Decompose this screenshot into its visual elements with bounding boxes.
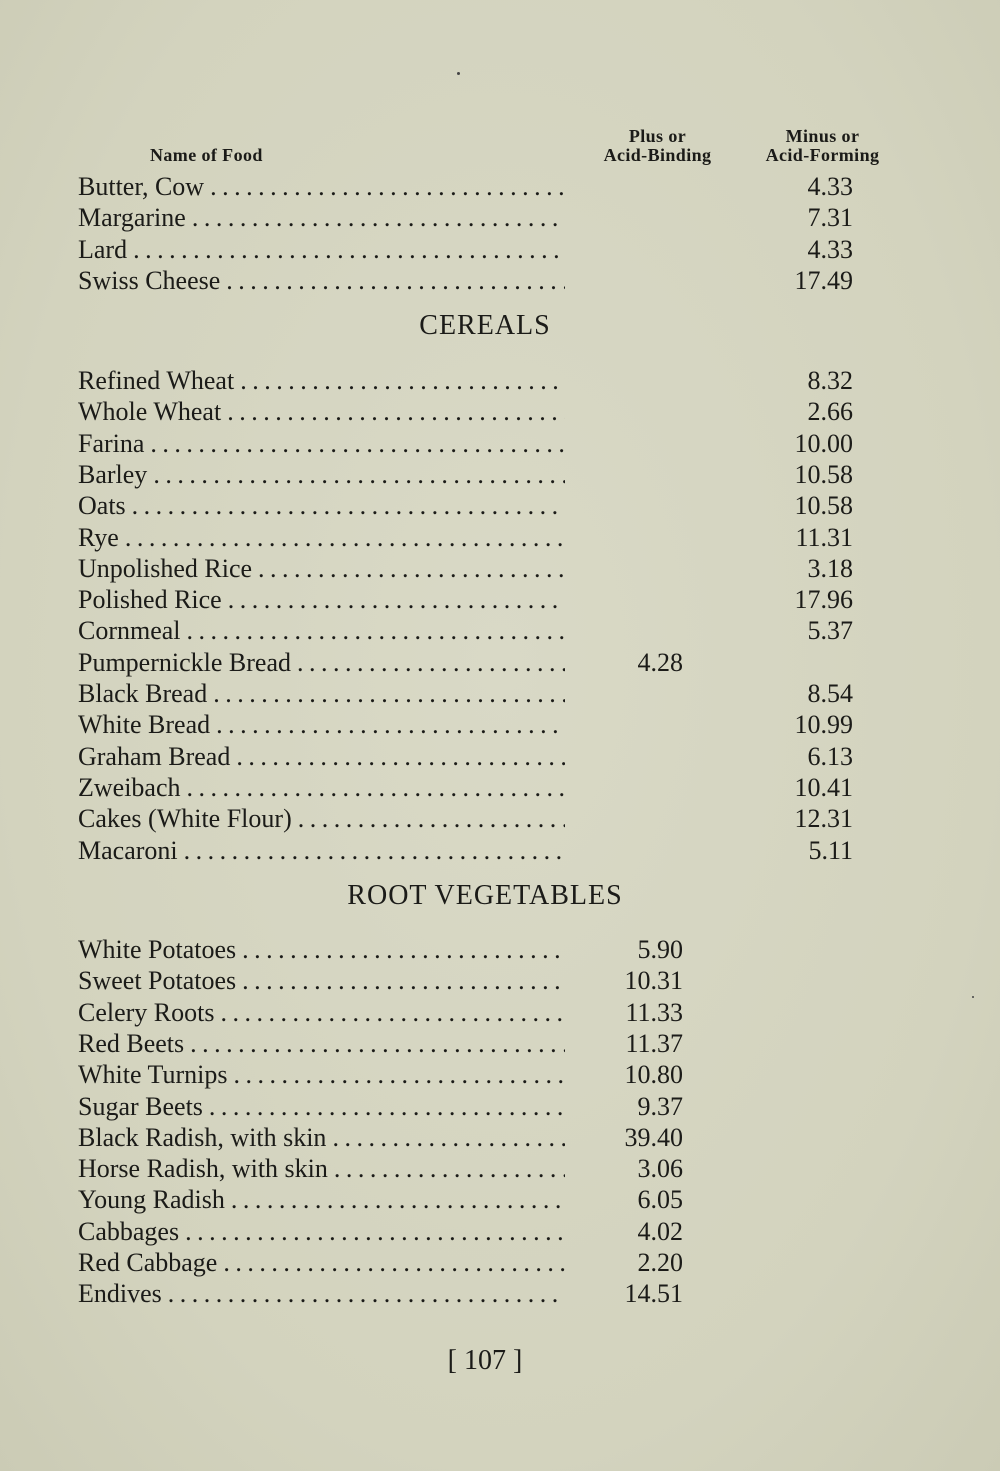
acid-forming-value: 10.99 (794, 710, 853, 740)
table-row (78, 522, 898, 553)
table-row (78, 265, 898, 296)
food-name: Oats . . . (78, 490, 565, 521)
table-row (78, 965, 898, 996)
food-name: Cabbages . . . (78, 1216, 565, 1247)
acid-forming-value: 2.66 (807, 397, 853, 427)
acid-binding-value: 4.28 (637, 647, 683, 677)
food-name: Horse Radish, with skin . . . (78, 1153, 565, 1184)
header-name-of-food: Name of Food (150, 145, 263, 165)
food-name: Barley . . . (78, 459, 565, 490)
food-name: Graham Bread . . . (78, 741, 565, 772)
acid-binding-value: 14.51 (624, 1279, 683, 1309)
table-row (78, 1059, 898, 1090)
food-name: Lard . . . (78, 234, 565, 265)
table-row (78, 1184, 898, 1215)
print-speck (972, 996, 974, 998)
acid-forming-value: 5.37 (807, 616, 853, 646)
table-row (78, 1216, 898, 1247)
table-row (78, 202, 898, 233)
food-name: Macaroni . . . (78, 835, 565, 866)
table-row (78, 709, 898, 740)
food-name: Swiss Cheese . . . (78, 265, 565, 296)
acid-binding-value: 39.40 (624, 1122, 683, 1152)
food-name: White Potatoes . . . (78, 934, 565, 965)
acid-binding-value: 9.37 (637, 1091, 683, 1121)
table-row (78, 647, 898, 678)
table-row (78, 741, 898, 772)
table-row (78, 171, 898, 202)
acid-binding-value: 4.02 (637, 1216, 683, 1246)
food-name: Butter, Cow . . . (78, 171, 565, 202)
acid-forming-value: 8.32 (807, 366, 853, 395)
acid-binding-value: 11.37 (625, 1028, 683, 1058)
table-row (78, 1247, 898, 1278)
acid-binding-value: 5.90 (637, 935, 683, 964)
table-row (78, 678, 898, 709)
table-row (78, 1091, 898, 1122)
food-name: Whole Wheat . . . (78, 396, 565, 427)
acid-forming-value: 6.13 (807, 741, 853, 771)
acid-binding-value: 10.80 (624, 1060, 683, 1090)
table-row (78, 553, 898, 584)
acid-forming-value: 3.18 (807, 553, 853, 583)
acid-forming-value: 7.31 (807, 203, 853, 233)
acid-forming-value: 17.49 (794, 265, 853, 295)
food-name: Farina . . . (78, 428, 565, 459)
header-plus-line-1: Plus or (628, 126, 687, 146)
food-name: Margarine . . . (78, 202, 565, 233)
header-plus-line-2: Acid-Binding (603, 145, 712, 165)
acid-forming-value: 10.58 (794, 491, 853, 521)
food-name: Pumpernickle Bread . . . (78, 647, 565, 678)
food-name: Polished Rice . . . (78, 584, 565, 615)
table-row (78, 934, 898, 965)
acid-forming-value: 17.96 (794, 585, 853, 615)
table-row (78, 1028, 898, 1059)
food-name: White Turnips . . . (78, 1059, 565, 1090)
acid-binding-value: 2.20 (637, 1248, 683, 1277)
table-row (78, 234, 898, 265)
table-row (78, 1122, 898, 1153)
acid-forming-value: 11.31 (795, 522, 853, 552)
section-title: ROOT VEGETABLES (347, 880, 623, 911)
acid-forming-value: 5.11 (808, 835, 853, 865)
table-row (78, 396, 898, 427)
header-plus-acid-binding (585, 127, 730, 165)
acid-forming-value: 4.33 (807, 172, 853, 201)
food-name: Sweet Potatoes . . . (78, 965, 565, 996)
acid-forming-value: 10.41 (794, 772, 853, 802)
header-minus-line-1: Minus or (785, 126, 860, 146)
food-name: Rye . . . (78, 522, 565, 553)
food-name: White Bread . . . (78, 709, 565, 740)
acid-forming-value: 8.54 (807, 679, 853, 708)
section-title: CEREALS (419, 310, 551, 341)
table-row (78, 615, 898, 646)
acid-binding-value: 10.31 (624, 966, 683, 996)
food-name: Zweibach . . . (78, 772, 565, 803)
food-name: Sugar Beets . . . (78, 1091, 565, 1122)
table-row (78, 772, 898, 803)
food-name: Cakes (White Flour) . . . (78, 803, 565, 834)
table-row (78, 997, 898, 1028)
page-number: [ 107 ] (447, 1345, 523, 1376)
header-minus-acid-forming (750, 127, 895, 165)
table-row (78, 1278, 898, 1309)
food-name: Unpolished Rice . . . (78, 553, 565, 584)
acid-binding-value: 6.05 (637, 1185, 683, 1215)
table-row (78, 490, 898, 521)
food-name: Black Radish, with skin . . . (78, 1122, 565, 1153)
table-row (78, 365, 898, 396)
acid-binding-value: 11.33 (625, 997, 683, 1027)
acid-forming-value: 4.33 (807, 234, 853, 264)
table-row (78, 584, 898, 615)
food-name: Black Bread . . . (78, 678, 565, 709)
food-name: Endives . . . (78, 1278, 565, 1309)
acid-forming-value: 10.58 (794, 459, 853, 489)
food-name: Young Radish . . . (78, 1184, 565, 1215)
food-name: Refined Wheat . . . (78, 365, 565, 396)
print-speck (457, 72, 460, 75)
table-row (78, 428, 898, 459)
acid-forming-value: 12.31 (794, 804, 853, 834)
food-name: Red Beets . . . (78, 1028, 565, 1059)
header-minus-line-2: Acid-Forming (765, 145, 880, 165)
food-name: Cornmeal . . . (78, 615, 565, 646)
acid-binding-value: 3.06 (637, 1154, 683, 1184)
food-name: Celery Roots . . . (78, 997, 565, 1028)
food-name: Red Cabbage . . . (78, 1247, 565, 1278)
table-row (78, 835, 898, 866)
table-row (78, 459, 898, 490)
table-row (78, 803, 898, 834)
acid-forming-value: 10.00 (794, 428, 853, 458)
table-row (78, 1153, 898, 1184)
